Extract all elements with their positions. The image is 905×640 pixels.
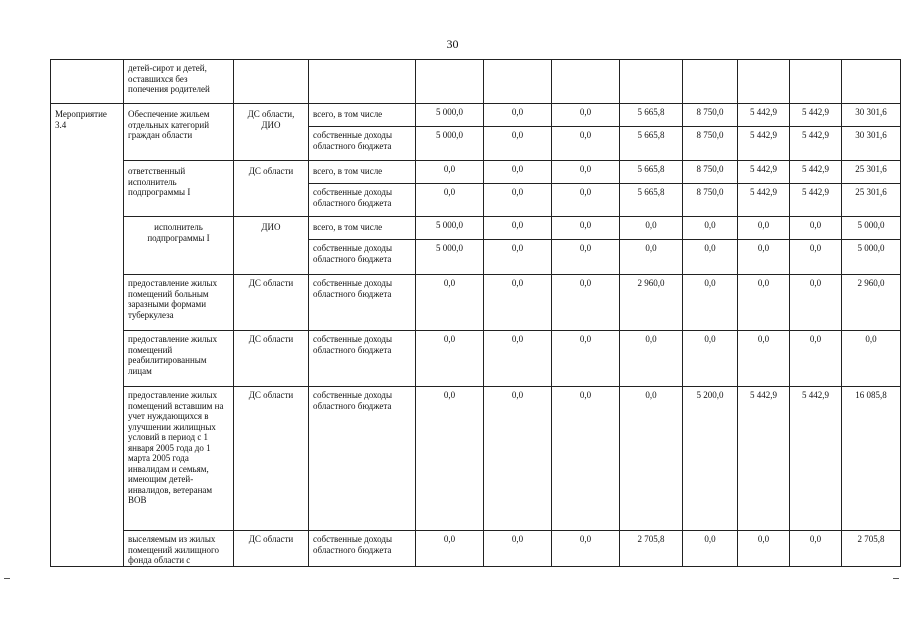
cell-description: ответственный исполнитель подпрограммы I bbox=[124, 161, 234, 217]
cell-value: 0,0 bbox=[790, 275, 842, 331]
cell-value: 0,0 bbox=[683, 217, 738, 240]
cell-value: 0,0 bbox=[416, 387, 484, 531]
cell-funding-source: всего, в том числе bbox=[309, 217, 416, 240]
budget-table bbox=[50, 59, 901, 567]
cell-value: 0,0 bbox=[552, 331, 620, 387]
cell-value: 5 665,8 bbox=[620, 161, 683, 184]
cell-funding-source bbox=[309, 60, 416, 104]
cell-value: 0,0 bbox=[790, 331, 842, 387]
cell-value: 5 442,9 bbox=[738, 161, 790, 184]
cell-value: 5 665,8 bbox=[620, 184, 683, 217]
cell-value: 0,0 bbox=[484, 161, 552, 184]
cell-value: 0,0 bbox=[416, 531, 484, 567]
cell-value: 5 442,9 bbox=[790, 127, 842, 161]
cell-value bbox=[790, 60, 842, 104]
cell-value: 0,0 bbox=[484, 184, 552, 217]
cell-value: 25 301,6 bbox=[842, 161, 901, 184]
cell-value: 5 442,9 bbox=[738, 184, 790, 217]
cell-executor: ДС области, ДИО bbox=[234, 104, 309, 161]
cell-value: 5 665,8 bbox=[620, 104, 683, 127]
cell-value: 0,0 bbox=[552, 275, 620, 331]
cell-value bbox=[416, 60, 484, 104]
cell-value: 5 000,0 bbox=[416, 104, 484, 127]
cell-value: 30 301,6 bbox=[842, 104, 901, 127]
table-row bbox=[51, 387, 901, 531]
table-row bbox=[51, 531, 901, 567]
cell-value: 0,0 bbox=[484, 387, 552, 531]
cell-value: 0,0 bbox=[738, 240, 790, 275]
cell-value: 0,0 bbox=[620, 387, 683, 531]
cell-funding-source: собственные доходы областного бюджета bbox=[309, 275, 416, 331]
cell-value bbox=[484, 60, 552, 104]
cell-value: 8 750,0 bbox=[683, 127, 738, 161]
cell-description: детей-сирот и детей, оставшихся без попечения родителей bbox=[124, 60, 234, 104]
cell-value: 0,0 bbox=[484, 127, 552, 161]
cell-executor: ДС области bbox=[234, 331, 309, 387]
cell-funding-source: всего, в том числе bbox=[309, 104, 416, 127]
cell-value bbox=[683, 60, 738, 104]
cell-value: 0,0 bbox=[552, 161, 620, 184]
table-row bbox=[51, 331, 901, 387]
table-row bbox=[51, 217, 901, 240]
cell-value: 25 301,6 bbox=[842, 184, 901, 217]
cell-value: 2 705,8 bbox=[620, 531, 683, 567]
cell-executor: ДС области bbox=[234, 275, 309, 331]
cell-value: 5 000,0 bbox=[842, 240, 901, 275]
cell-description: предоставление жилых помещений больным заразными формами туберкулеза bbox=[124, 275, 234, 331]
cell-value: 5 000,0 bbox=[416, 240, 484, 275]
cell-value: 0,0 bbox=[552, 104, 620, 127]
cell-value: 0,0 bbox=[683, 275, 738, 331]
cell-description: предоставление жилых помещений вставшим на учет нуждающихся в улучшении жилищных условий в период с 1 января 2005 года до 1 марта 2005 года инвалидам и семьям, имеющим детей-инвалидов, ветеранам ВОВ bbox=[124, 387, 234, 531]
cell-value: 0,0 bbox=[552, 240, 620, 275]
cell-funding-source: собственные доходы областного бюджета bbox=[309, 331, 416, 387]
cell-executor: ДС области bbox=[234, 387, 309, 531]
cell-funding-source: собственные доходы областного бюджета bbox=[309, 184, 416, 217]
cell-value bbox=[842, 60, 901, 104]
cell-value: 2 960,0 bbox=[620, 275, 683, 331]
cell-value: 0,0 bbox=[552, 184, 620, 217]
cell-value: 2 960,0 bbox=[842, 275, 901, 331]
cell-value: 0,0 bbox=[552, 531, 620, 567]
cell-description: Обеспечение жильем отдельных категорий граждан области bbox=[124, 104, 234, 161]
cell-value: 0,0 bbox=[790, 217, 842, 240]
cell-value: 5 442,9 bbox=[790, 161, 842, 184]
cell-value: 5 442,9 bbox=[790, 184, 842, 217]
cell-value: 5 442,9 bbox=[738, 127, 790, 161]
table-row bbox=[51, 60, 901, 104]
cell-value bbox=[738, 60, 790, 104]
cell-value: 8 750,0 bbox=[683, 161, 738, 184]
cell-value: 0,0 bbox=[552, 217, 620, 240]
cell-value: 0,0 bbox=[416, 331, 484, 387]
cell-funding-source: собственные доходы областного бюджета bbox=[309, 387, 416, 531]
cell-value: 5 442,9 bbox=[790, 104, 842, 127]
cell-value: 16 085,8 bbox=[842, 387, 901, 531]
cell-description: предоставление жилых помещений реабилитированным лицам bbox=[124, 331, 234, 387]
cell-value: 0,0 bbox=[738, 275, 790, 331]
table-row bbox=[51, 275, 901, 331]
cell-value: 30 301,6 bbox=[842, 127, 901, 161]
cell-funding-source: собственные доходы областного бюджета bbox=[309, 531, 416, 567]
cell-executor: ДИО bbox=[234, 217, 309, 275]
cell-value: 0,0 bbox=[484, 331, 552, 387]
cell-value: 5 442,9 bbox=[738, 104, 790, 127]
cell-value: 0,0 bbox=[620, 240, 683, 275]
cell-value: 0,0 bbox=[416, 184, 484, 217]
cell-description: выселяемым из жилых помещений жилищного фонда области с bbox=[124, 531, 234, 567]
cell-value: 0,0 bbox=[790, 240, 842, 275]
cell-value: 2 705,8 bbox=[842, 531, 901, 567]
cell-value: 0,0 bbox=[484, 275, 552, 331]
cell-value: 0,0 bbox=[552, 127, 620, 161]
cell-event bbox=[51, 60, 124, 104]
cell-value: 0,0 bbox=[416, 161, 484, 184]
cell-value: 5 000,0 bbox=[416, 127, 484, 161]
cell-value: 8 750,0 bbox=[683, 184, 738, 217]
cell-value: 0,0 bbox=[552, 387, 620, 531]
cell-value: 5 000,0 bbox=[416, 217, 484, 240]
cell-value: 0,0 bbox=[738, 331, 790, 387]
cell-value: 0,0 bbox=[790, 531, 842, 567]
page-number: 30 bbox=[446, 37, 459, 51]
cell-value: 0,0 bbox=[842, 331, 901, 387]
cell-value: 0,0 bbox=[620, 331, 683, 387]
cell-value: 0,0 bbox=[683, 240, 738, 275]
table-row bbox=[51, 161, 901, 184]
cell-value bbox=[552, 60, 620, 104]
scan-edge-mark bbox=[4, 578, 10, 579]
cell-value: 0,0 bbox=[484, 217, 552, 240]
cell-funding-source: собственные доходы областного бюджета bbox=[309, 240, 416, 275]
cell-value: 0,0 bbox=[484, 240, 552, 275]
cell-value: 0,0 bbox=[484, 104, 552, 127]
scan-edge-mark bbox=[893, 578, 899, 579]
cell-funding-source: всего, в том числе bbox=[309, 161, 416, 184]
cell-value: 0,0 bbox=[683, 331, 738, 387]
cell-value: 5 200,0 bbox=[683, 387, 738, 531]
cell-value: 0,0 bbox=[416, 275, 484, 331]
cell-funding-source: собственные доходы областного бюджета bbox=[309, 127, 416, 161]
cell-value: 0,0 bbox=[738, 531, 790, 567]
cell-executor bbox=[234, 60, 309, 104]
cell-event: Мероприятие 3.4 bbox=[51, 104, 124, 567]
cell-value: 5 442,9 bbox=[790, 387, 842, 531]
cell-value: 5 000,0 bbox=[842, 217, 901, 240]
table-row bbox=[51, 104, 901, 127]
cell-value: 5 442,9 bbox=[738, 387, 790, 531]
cell-value: 0,0 bbox=[620, 217, 683, 240]
cell-value: 0,0 bbox=[683, 531, 738, 567]
cell-description: исполнитель подпрограммы I bbox=[124, 217, 234, 275]
cell-value: 0,0 bbox=[738, 217, 790, 240]
cell-value bbox=[620, 60, 683, 104]
cell-value: 8 750,0 bbox=[683, 104, 738, 127]
cell-value: 5 665,8 bbox=[620, 127, 683, 161]
cell-value: 0,0 bbox=[484, 531, 552, 567]
cell-executor: ДС области bbox=[234, 531, 309, 567]
cell-executor: ДС области bbox=[234, 161, 309, 217]
